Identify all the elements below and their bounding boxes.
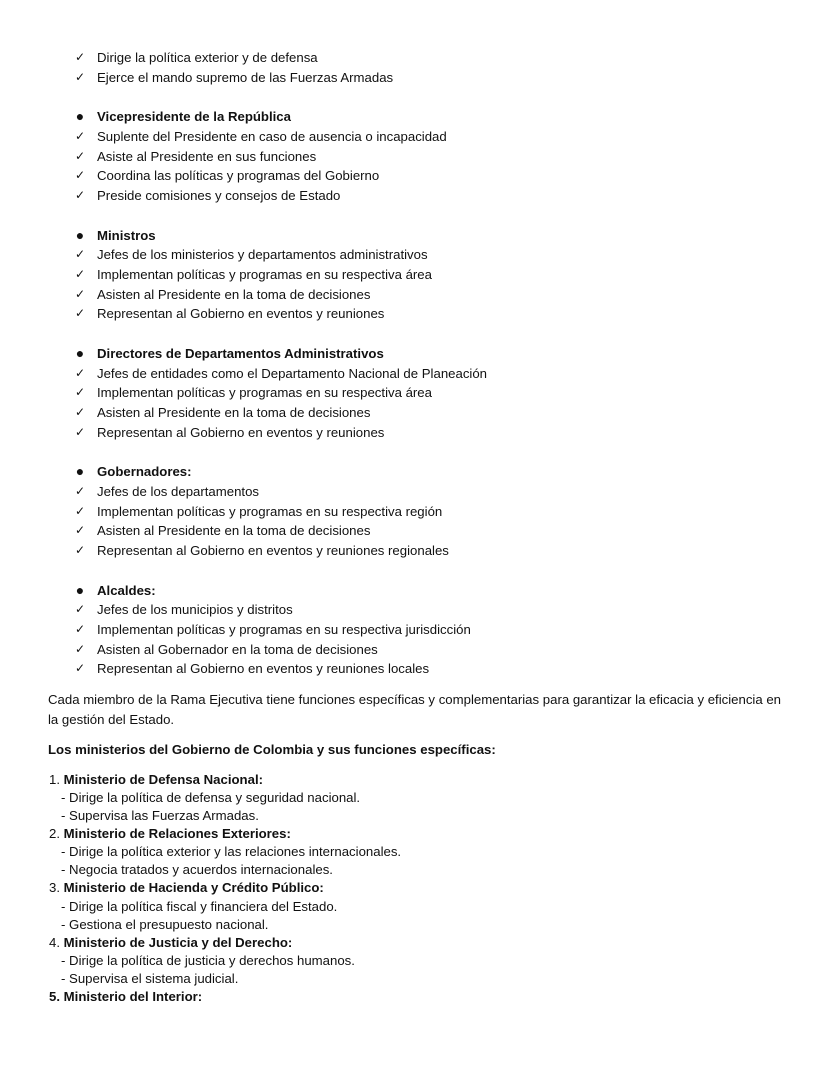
bullet-icon: ● (75, 345, 85, 361)
check-icon: ✓ (74, 661, 86, 675)
ministry-number: 1. (49, 772, 60, 787)
ministry-name: Ministerio de Justicia y del Derecho: (63, 935, 293, 950)
ministry-name: Ministerio de Hacienda y Crédito Público: (63, 880, 324, 895)
check-icon: ✓ (74, 385, 86, 399)
ministry-name: Ministerio del Interior: (63, 989, 203, 1004)
list-item-text: Asisten al Presidente en la toma de decisiones (97, 405, 371, 420)
ministry-item (49, 934, 292, 952)
summary-paragraph: Cada miembro de la Rama Ejecutiva tiene funciones específicas y complementarias para garantizar la eficacia y eficiencia en la gestión del Estado. (48, 692, 782, 727)
list-item-text: Representan al Gobierno en eventos y reuniones (97, 425, 385, 440)
check-icon: ✓ (74, 149, 86, 163)
check-icon: ✓ (74, 247, 86, 261)
list-item-text: Jefes de los departamentos (97, 484, 260, 499)
ministry-function: - Supervisa el sistema judicial. (61, 971, 239, 986)
section-title: Gobernadores: (97, 464, 192, 479)
section-title: Vicepresidente de la República (97, 109, 291, 124)
ministry-number: 2. (49, 826, 60, 841)
list-item-text: Suplente del Presidente en caso de ausencia o incapacidad (97, 129, 447, 144)
check-icon: ✓ (74, 405, 86, 419)
list-item-text: Asisten al Presidente en la toma de decisiones (97, 287, 371, 302)
check-icon: ✓ (74, 70, 86, 84)
check-icon: ✓ (74, 504, 86, 518)
ministry-function: - Supervisa las Fuerzas Armadas. (61, 808, 259, 823)
list-item-text: Asiste al Presidente en sus funciones (97, 149, 317, 164)
list-item-text: Implementan políticas y programas en su respectiva área (97, 267, 432, 282)
ministry-number: 5. (49, 989, 60, 1004)
list-item-text: Ejerce el mando supremo de las Fuerzas Armadas (97, 70, 394, 85)
list-item-text: Representan al Gobierno en eventos y reuniones locales (97, 661, 430, 676)
list-item-text: Coordina las políticas y programas del Gobierno (97, 168, 380, 183)
check-icon: ✓ (74, 50, 86, 64)
check-icon: ✓ (74, 622, 86, 636)
ministry-function: - Dirige la política de defensa y seguridad nacional. (61, 790, 361, 805)
check-icon: ✓ (74, 287, 86, 301)
list-item-text: Asisten al Gobernador en la toma de decisiones (97, 642, 378, 657)
check-icon: ✓ (74, 523, 86, 537)
check-icon: ✓ (74, 366, 86, 380)
section-title: Alcaldes: (97, 583, 156, 598)
check-icon: ✓ (74, 602, 86, 616)
section-title: Directores de Departamentos Administrativos (97, 346, 384, 361)
check-icon: ✓ (74, 188, 86, 202)
section-title: Ministros (97, 228, 156, 243)
ministry-function: - Dirige la política fiscal y financiera del Estado. (61, 899, 338, 914)
list-item-text: Jefes de los municipios y distritos (97, 602, 293, 617)
list-item-text: Jefes de los ministerios y departamentos administrativos (97, 247, 428, 262)
ministry-item (49, 825, 291, 843)
ministry-function: - Negocia tratados y acuerdos internacionales. (61, 862, 333, 877)
bullet-icon: ● (75, 463, 85, 479)
ministry-item (49, 771, 263, 789)
check-icon: ✓ (74, 168, 86, 182)
ministries-heading: Los ministerios del Gobierno de Colombia y sus funciones específicas: (48, 742, 496, 757)
list-item-text: Implementan políticas y programas en su respectiva área (97, 385, 432, 400)
list-item-text: Jefes de entidades como el Departamento Nacional de Planeación (97, 366, 488, 381)
check-icon: ✓ (74, 129, 86, 143)
check-icon: ✓ (74, 306, 86, 320)
check-icon: ✓ (74, 543, 86, 557)
ministry-function: - Gestiona el presupuesto nacional. (61, 917, 269, 932)
ministry-name: Ministerio de Defensa Nacional: (63, 772, 263, 787)
bullet-icon: ● (75, 108, 85, 124)
list-item-text: Implementan políticas y programas en su respectiva jurisdicción (97, 622, 471, 637)
ministry-number: 4. (49, 935, 60, 950)
list-item-text: Preside comisiones y consejos de Estado (97, 188, 341, 203)
list-item-text: Dirige la política exterior y de defensa (97, 50, 318, 65)
list-item-text: Implementan políticas y programas en su respectiva región (97, 504, 443, 519)
list-item-text: Asisten al Presidente en la toma de decisiones (97, 523, 371, 538)
ministry-function: - Dirige la política de justicia y derechos humanos. (61, 953, 355, 968)
ministry-function: - Dirige la política exterior y las relaciones internacionales. (61, 844, 402, 859)
list-item-text: Representan al Gobierno en eventos y reuniones regionales (97, 543, 449, 558)
check-icon: ✓ (74, 642, 86, 656)
check-icon: ✓ (74, 484, 86, 498)
check-icon: ✓ (74, 267, 86, 281)
ministry-number: 3. (49, 880, 60, 895)
bullet-icon: ● (75, 227, 85, 243)
bullet-icon: ● (75, 582, 85, 598)
list-item-text: Representan al Gobierno en eventos y reuniones (97, 306, 385, 321)
ministry-item (49, 988, 202, 1006)
check-icon: ✓ (74, 425, 86, 439)
ministry-item (49, 879, 324, 897)
ministry-name: Ministerio de Relaciones Exteriores: (63, 826, 291, 841)
